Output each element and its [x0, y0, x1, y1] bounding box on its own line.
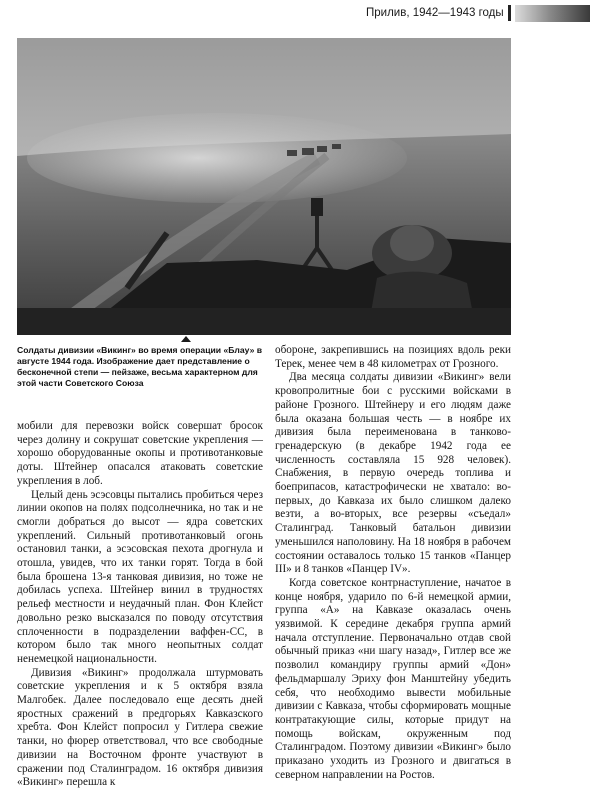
running-title: Прилив, 1942—1943 годы: [366, 7, 504, 19]
left-paragraph-3: Дивизия «Викинг» продолжала штурмовать советские укрепления и к 5 октября взяла Малгобек. Далее последовало еще десять дней яростных сражений в предгорьях Кавказского хребта. Фон Клейст попросил у Гитлера свежие танки, но фюрер ответствовал, что все свободные дивизии на Восточном фронте участвуют в сражении под Сталинградом. 16 октября дивизия «Викинг» перешла к: [17, 666, 263, 789]
photo-caption: Солдаты дивизии «Викинг» во время операции «Блау» в августе 1944 года. Изображение дает представление о бесконечной степи — пейзаже, весьма характерном для этой части Советского Союза: [17, 345, 263, 389]
right-paragraph-3: Когда советское контрнаступление, начатое в конце ноября, ударило по 6-й немецкой армии, группа «А» на Кавказе оказалась очень уязвимой. К середине декабря группа армий начала отступление. Первоначально отдав свой обычный приказ «ни шагу назад», Гитлер все же позволил командиру группы армий «Дон» фельдмаршалу Эриху фон Манштейну убедить себя, что необходимо вывести мобильные дивизии с Кавказа, чтобы сформировать мощные контратакующие силы, которые придут на помощь войскам, окруженным под Сталинградом. Поэтому дивизии «Викинг» было приказано уходить из Грозного и двигаться в северном направлении на Ростов.: [275, 576, 511, 781]
header-gradient-tab: [515, 5, 590, 22]
left-paragraph-2: Целый день эсэсовцы пытались пробиться через линии окопов на полях подсолнечника, но так и не смогли добраться до высот — ядра советских укреплений. Сильный противотанковый огонь остановил танки, а эсэсовская пехота дрогнула и отошла, увидев, что их танки горят. Тогда в бой была брошена 13-я танковая дивизия, но тоже не добилась успеха. Штейнер винил в трудностях рельеф местности и неудачный план. Фон Клейст довольно резко высказался по поводу отсутствия сплоченности в подразделении ваффен-СС, в котором было так много неопытных солдат ненемецкой национальности.: [17, 488, 263, 665]
left-paragraph-1: мобили для перевозки войск совершат бросок через долину и сокрушат советские укрепления — хорошо оборудованные окопы и противотанковые доты. Штейнер опасался атаковать советские укрепления в лоб.: [17, 420, 263, 487]
header-divider-bar: [508, 5, 511, 21]
left-text-column: [17, 420, 263, 790]
photo-steppe-soldiers-vehicles: [17, 38, 511, 335]
right-text-column: [275, 344, 511, 783]
right-paragraph-2: Два месяца солдаты дивизии «Викинг» вели кровопролитные бои с русскими войсками в районе Грозного. Штейнеру и его людям даже была оказана большая честь — в ноябре их дивизия была переименована в танково-гренадерскую (в декабре 1942 года ее численность составляла 15 928 человек). Снабжения, в первую очередь топлива и боеприпасов, катастрофически не хватало: во-первых, до Кавказа их было слишком далеко везти, а во-вторых, все резервы «съедал» Сталинград. Танковый батальон дивизии уменьшился наполовину. На 18 ноября в рабочем состоянии оставалось только 15 танков «Панцер III» и 8 танков «Панцер IV».: [275, 371, 511, 576]
caption-marker-icon: [181, 336, 191, 342]
right-paragraph-1: обороне, закрепившись на позициях вдоль реки Терек, менее чем в 48 километрах от Грозного.: [275, 344, 511, 370]
running-header: [353, 5, 590, 22]
